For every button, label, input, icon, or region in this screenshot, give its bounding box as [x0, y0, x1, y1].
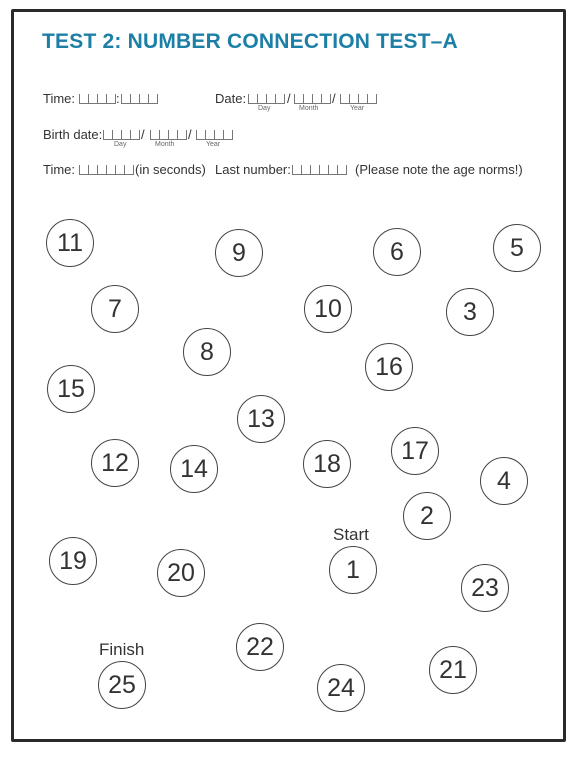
number-circle[interactable]: 2: [403, 492, 451, 540]
start-label: Start: [333, 525, 369, 544]
number-circle[interactable]: 16: [365, 343, 413, 391]
date-day-field[interactable]: [248, 94, 285, 104]
date-year-caption: Year: [350, 105, 365, 112]
number-circle[interactable]: 9: [215, 229, 263, 277]
number-circle[interactable]: 13: [237, 395, 285, 443]
birth-slash-1: /: [141, 127, 145, 142]
birth-date-label: Birth date:: [43, 127, 103, 142]
number-circle[interactable]: 11: [46, 219, 94, 267]
number-circle[interactable]: 19: [49, 537, 97, 585]
number-circle-finish[interactable]: 25: [98, 661, 146, 709]
in-seconds-text: (in seconds): [135, 162, 206, 177]
birth-slash-2: /: [188, 127, 192, 142]
number-circle[interactable]: 7: [91, 285, 139, 333]
birth-day-caption: Day: [114, 141, 127, 148]
number-circle[interactable]: 18: [303, 440, 351, 488]
time-separator: :: [116, 91, 120, 106]
number-circle[interactable]: 20: [157, 549, 205, 597]
number-circle[interactable]: 5: [493, 224, 541, 272]
date-slash-2: /: [332, 91, 336, 106]
number-circle[interactable]: 22: [236, 623, 284, 671]
birth-month-caption: Month: [155, 141, 175, 148]
number-circle[interactable]: 3: [446, 288, 494, 336]
number-circle[interactable]: 15: [47, 365, 95, 413]
time-seconds-label: Time:: [43, 162, 76, 177]
number-circle[interactable]: 23: [461, 564, 509, 612]
number-circle[interactable]: 21: [429, 646, 477, 694]
birth-day-field[interactable]: [103, 130, 140, 140]
last-number-field[interactable]: [292, 165, 347, 175]
age-norms-note: (Please note the age norms!): [355, 162, 523, 177]
birth-month-field[interactable]: [150, 130, 187, 140]
date-year-field[interactable]: [340, 94, 377, 104]
finish-label: Finish: [99, 640, 145, 659]
time-seconds-field[interactable]: [79, 165, 134, 175]
last-number-label: Last number:: [215, 162, 291, 177]
number-circle[interactable]: 14: [170, 445, 218, 493]
number-circle[interactable]: 4: [480, 457, 528, 505]
date-label: Date:: [215, 91, 247, 106]
number-circle[interactable]: 6: [373, 228, 421, 276]
birth-year-field[interactable]: [196, 130, 233, 140]
number-circle[interactable]: 10: [304, 285, 352, 333]
date-month-caption: Month: [299, 105, 319, 112]
page-border: [11, 9, 566, 742]
time-hours-field[interactable]: [79, 94, 116, 104]
time-label: Time:: [43, 91, 76, 106]
number-circle-start[interactable]: 1: [329, 546, 377, 594]
number-circle[interactable]: 17: [391, 427, 439, 475]
date-day-caption: Day: [258, 105, 271, 112]
birth-year-caption: Year: [206, 141, 221, 148]
date-month-field[interactable]: [294, 94, 331, 104]
number-circle[interactable]: 24: [317, 664, 365, 712]
number-circle[interactable]: 8: [183, 328, 231, 376]
number-circle[interactable]: 12: [91, 439, 139, 487]
test-title: TEST 2: NUMBER CONNECTION TEST–A: [42, 30, 458, 53]
time-minutes-field[interactable]: [121, 94, 158, 104]
date-slash-1: /: [287, 91, 291, 106]
